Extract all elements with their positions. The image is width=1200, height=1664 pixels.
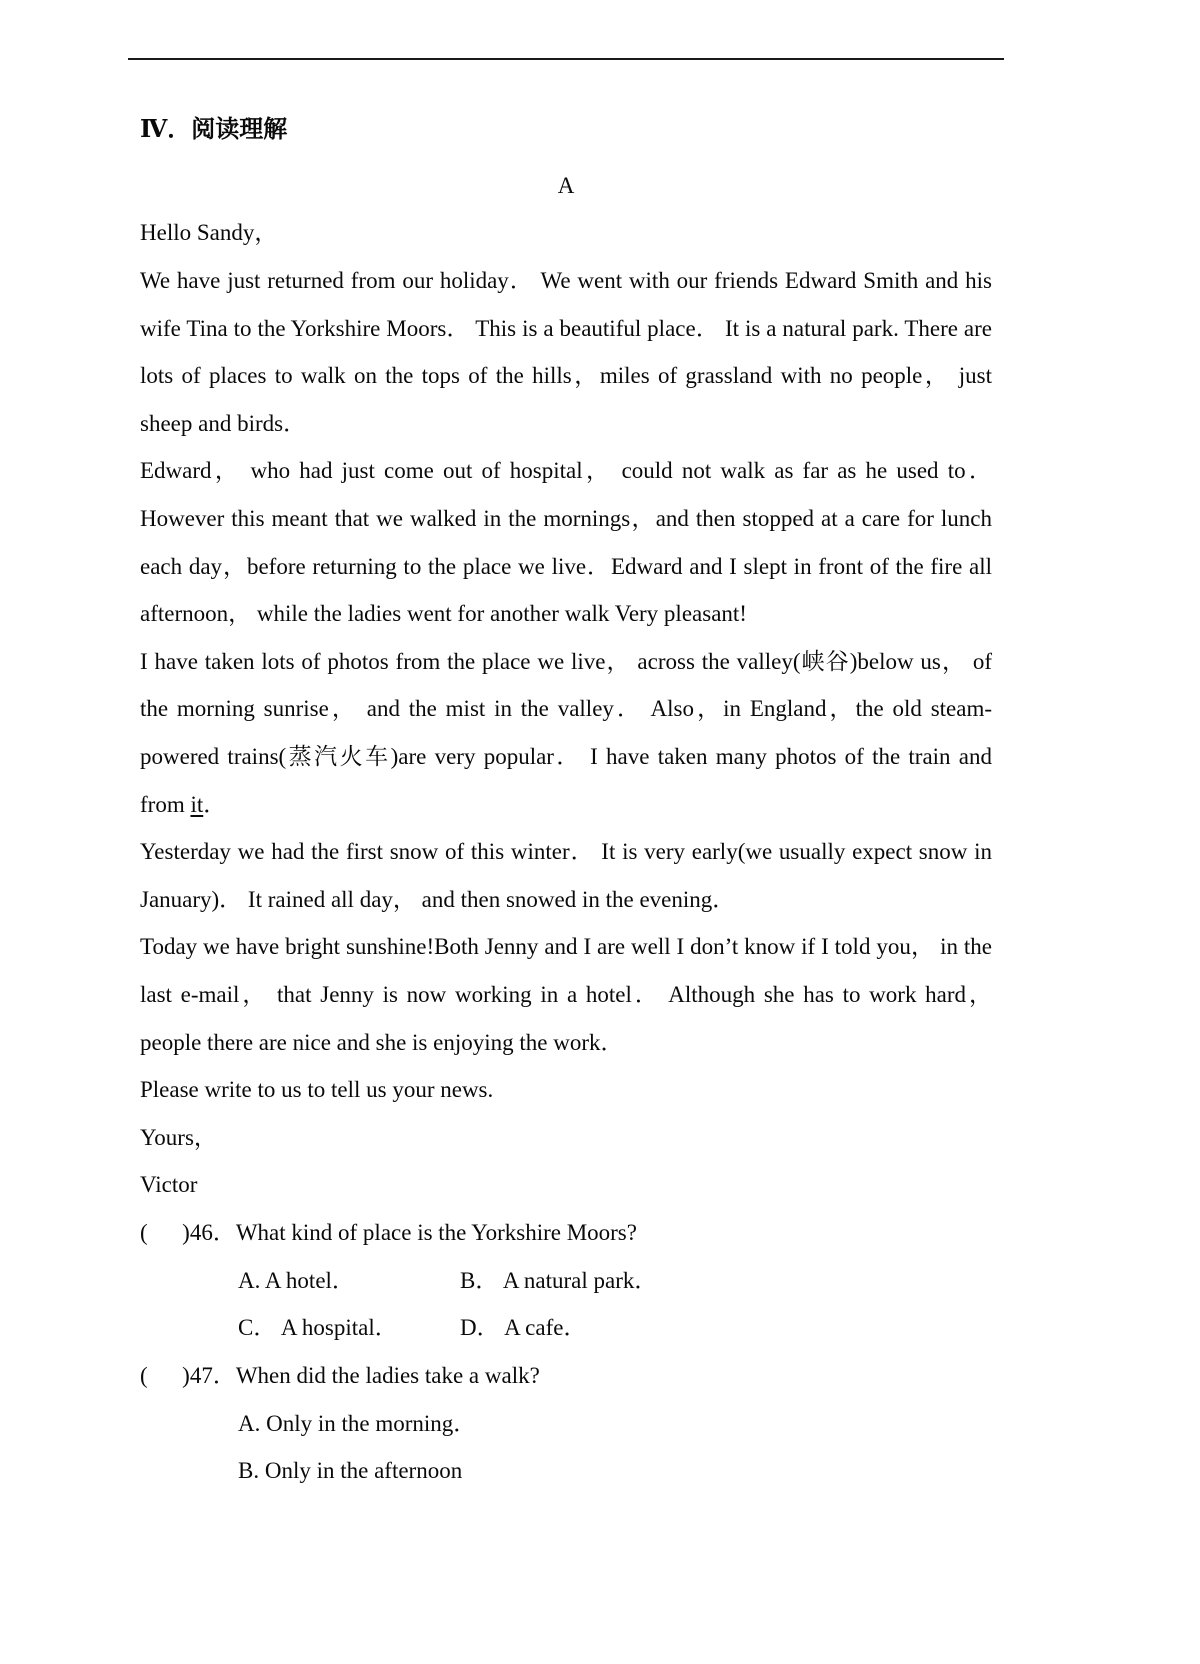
paragraph-3-text: I have taken lots of photos from the place we live， across the valley(峡谷)below us， of the morning sunrise， and the mist in the valley． Also，in England，the old steam-powered trains(蒸汽火车)are very popular． I have taken many photos of the train and from bbox=[140, 648, 992, 817]
question-47-options bbox=[140, 1400, 992, 1495]
header-rule bbox=[128, 58, 1004, 60]
question-46-option-a: A. A hotel． bbox=[238, 1267, 355, 1293]
letter-paragraph-3 bbox=[140, 638, 992, 828]
letter-paragraph-5: Today we have bright sunshine!Both Jenny and I are well I don’t know if I told you， in the last e-mail， that Jenny is now working in a hotel． Although she has to work hard， people there are nice and she is enjoying the work． bbox=[140, 934, 992, 1055]
question-46-options bbox=[140, 1257, 992, 1352]
question-46-option-d: D． A cafe． bbox=[460, 1315, 587, 1341]
question-47 bbox=[140, 1352, 992, 1495]
question-47-option-a: A. Only in the morning． bbox=[238, 1410, 477, 1436]
letter-paragraph-2: Edward， who had just come out of hospital， could not walk as far as he used to． However this meant that we walked in the mornings，and then stopped at a care for lunch each day，before returning to the place we live．Edward and I slept in front of the fire all afternoon， while the ladies went for another walk Very pleasant! bbox=[140, 458, 992, 627]
question-46-option-b: B． A natural park． bbox=[460, 1267, 658, 1293]
letter-signature: Victor bbox=[140, 1172, 198, 1198]
question-46 bbox=[140, 1209, 992, 1352]
paragraph-3-period: ． bbox=[203, 791, 227, 817]
letter-paragraph-4: Yesterday we had the first snow of this winter． It is very early(we usually expect snow in January)． It rained all day， and then snowed in the evening． bbox=[140, 839, 992, 912]
question-47-stem: ( )47．When did the ladies take a walk? bbox=[140, 1362, 540, 1388]
question-47-option-b: B. Only in the afternoon bbox=[238, 1458, 463, 1484]
question-46-option-c: C． A hospital． bbox=[238, 1315, 398, 1341]
question-46-stem: ( )46．What kind of place is the Yorkshire Moors? bbox=[140, 1220, 637, 1246]
section-heading: Ⅳ．阅读理解 bbox=[140, 117, 288, 143]
letter-salutation: Hello Sandy， bbox=[140, 220, 278, 246]
letter-closing: Please write to us to tell us your news. bbox=[140, 1077, 494, 1103]
letter-paragraph-1: We have just returned from our holiday． We went with our friends Edward Smith and his wife Tina to the Yorkshire Moors． This is a beautiful place． It is a natural park. There are lots of places to walk on the tops of the hills，miles of grassland with no people， just sheep and birds． bbox=[140, 267, 992, 436]
underlined-word-it: it bbox=[190, 791, 204, 817]
question-46-options-row-1 bbox=[238, 1257, 992, 1305]
passage-label: A bbox=[557, 172, 575, 198]
letter-signoff: Yours， bbox=[140, 1124, 217, 1150]
question-46-options-row-2 bbox=[238, 1304, 992, 1352]
